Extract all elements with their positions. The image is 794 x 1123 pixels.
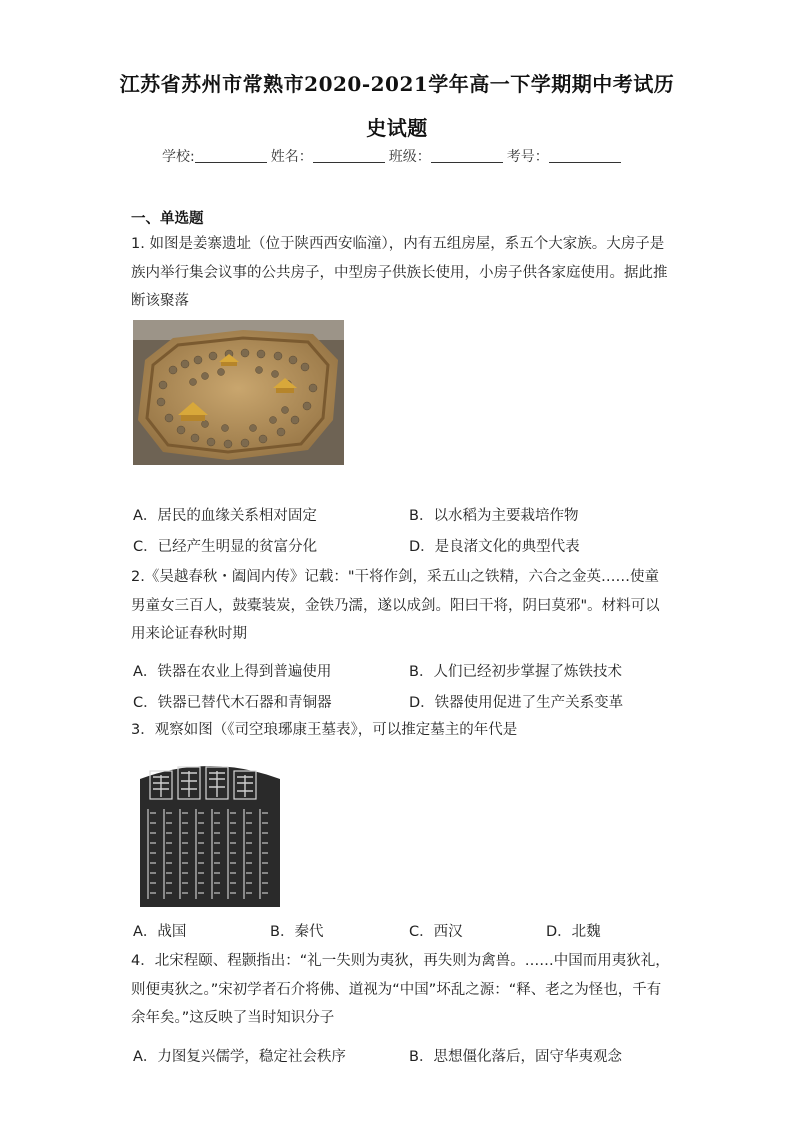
q2-option-b[interactable]: B．人们已经初步掌握了炼铁技术 — [409, 664, 622, 680]
q4-option-b[interactable]: B．思想僵化落后，固守华夷观念 — [409, 1049, 622, 1065]
exam-title-line-1: 江苏省苏州市常熟市2020-2021学年高一下学期期中考试历 — [119, 72, 675, 96]
exam-title-line-2: 史试题 — [366, 116, 428, 140]
q2-option-c[interactable]: C．铁器已替代木石器和青铜器 — [133, 695, 332, 711]
exam-number-blank — [549, 148, 621, 163]
q2-option-a[interactable]: A．铁器在农业上得到普遍使用 — [133, 664, 332, 680]
q3-option-a[interactable]: A．战国 — [133, 924, 187, 940]
q4-option-a[interactable]: A．力图复兴儒学，稳定社会秩序 — [133, 1049, 346, 1065]
jiangzhai-settlement-photo — [133, 320, 344, 465]
question-4-stem: 4．北宋程颐、程颢指出：“礼一失则为夷狄，再失则为禽兽。……中国而用夷狄礼，则便夷狄之。”宋初学者石介将佛、道视为“中国”坏乱之源：“释、老之为怪也，千有余年矣。”这反映了当时知识分子 — [131, 953, 670, 1026]
q3-option-d[interactable]: D．北魏 — [546, 924, 601, 940]
exam-number-label: 考号： — [506, 149, 549, 165]
name-label: 姓名： — [270, 149, 313, 165]
name-blank — [313, 148, 385, 163]
class-label: 班级： — [388, 149, 431, 165]
stele-rubbing-image — [140, 757, 280, 907]
q1-option-a[interactable]: A．居民的血缘关系相对固定 — [133, 508, 317, 524]
question-3-stem: 3．观察如图（《司空琅琊康王墓表》，可以推定墓主的年代是 — [131, 722, 518, 738]
student-info-row — [162, 146, 625, 166]
question-2-stem: 2.《吴越春秋・阖闾内传》记载："干将作剑，采五山之铁精，六合之金英……使童男童女三百人，鼓橐装炭，金铁乃濡，遂以成剑。阳曰干将，阴曰莫邪"。材料可以用来论证春秋时期 — [131, 569, 660, 642]
q3-option-b[interactable]: B．秦代 — [270, 924, 324, 940]
class-blank — [431, 148, 503, 163]
section-heading: 一、单选题 — [131, 211, 204, 227]
q1-option-d[interactable]: D．是良渚文化的典型代表 — [409, 539, 580, 555]
q1-option-c[interactable]: C．已经产生明显的贫富分化 — [133, 539, 318, 555]
school-label: 学校: — [162, 149, 195, 165]
q1-option-b[interactable]: B．以水稻为主要栽培作物 — [409, 508, 579, 524]
q2-option-d[interactable]: D．铁器使用促进了生产关系变革 — [409, 695, 624, 711]
question-1-stem: 1. 如图是姜寨遗址（位于陕西西安临潼），内有五组房屋，系五个大家族。大房子是族内举行集会议事的公共房子，中型房子供族长使用，小房子供各家庭使用。据此推断该聚落 — [131, 236, 668, 309]
school-blank — [195, 148, 267, 163]
q3-option-c[interactable]: C．西汉 — [409, 924, 463, 940]
